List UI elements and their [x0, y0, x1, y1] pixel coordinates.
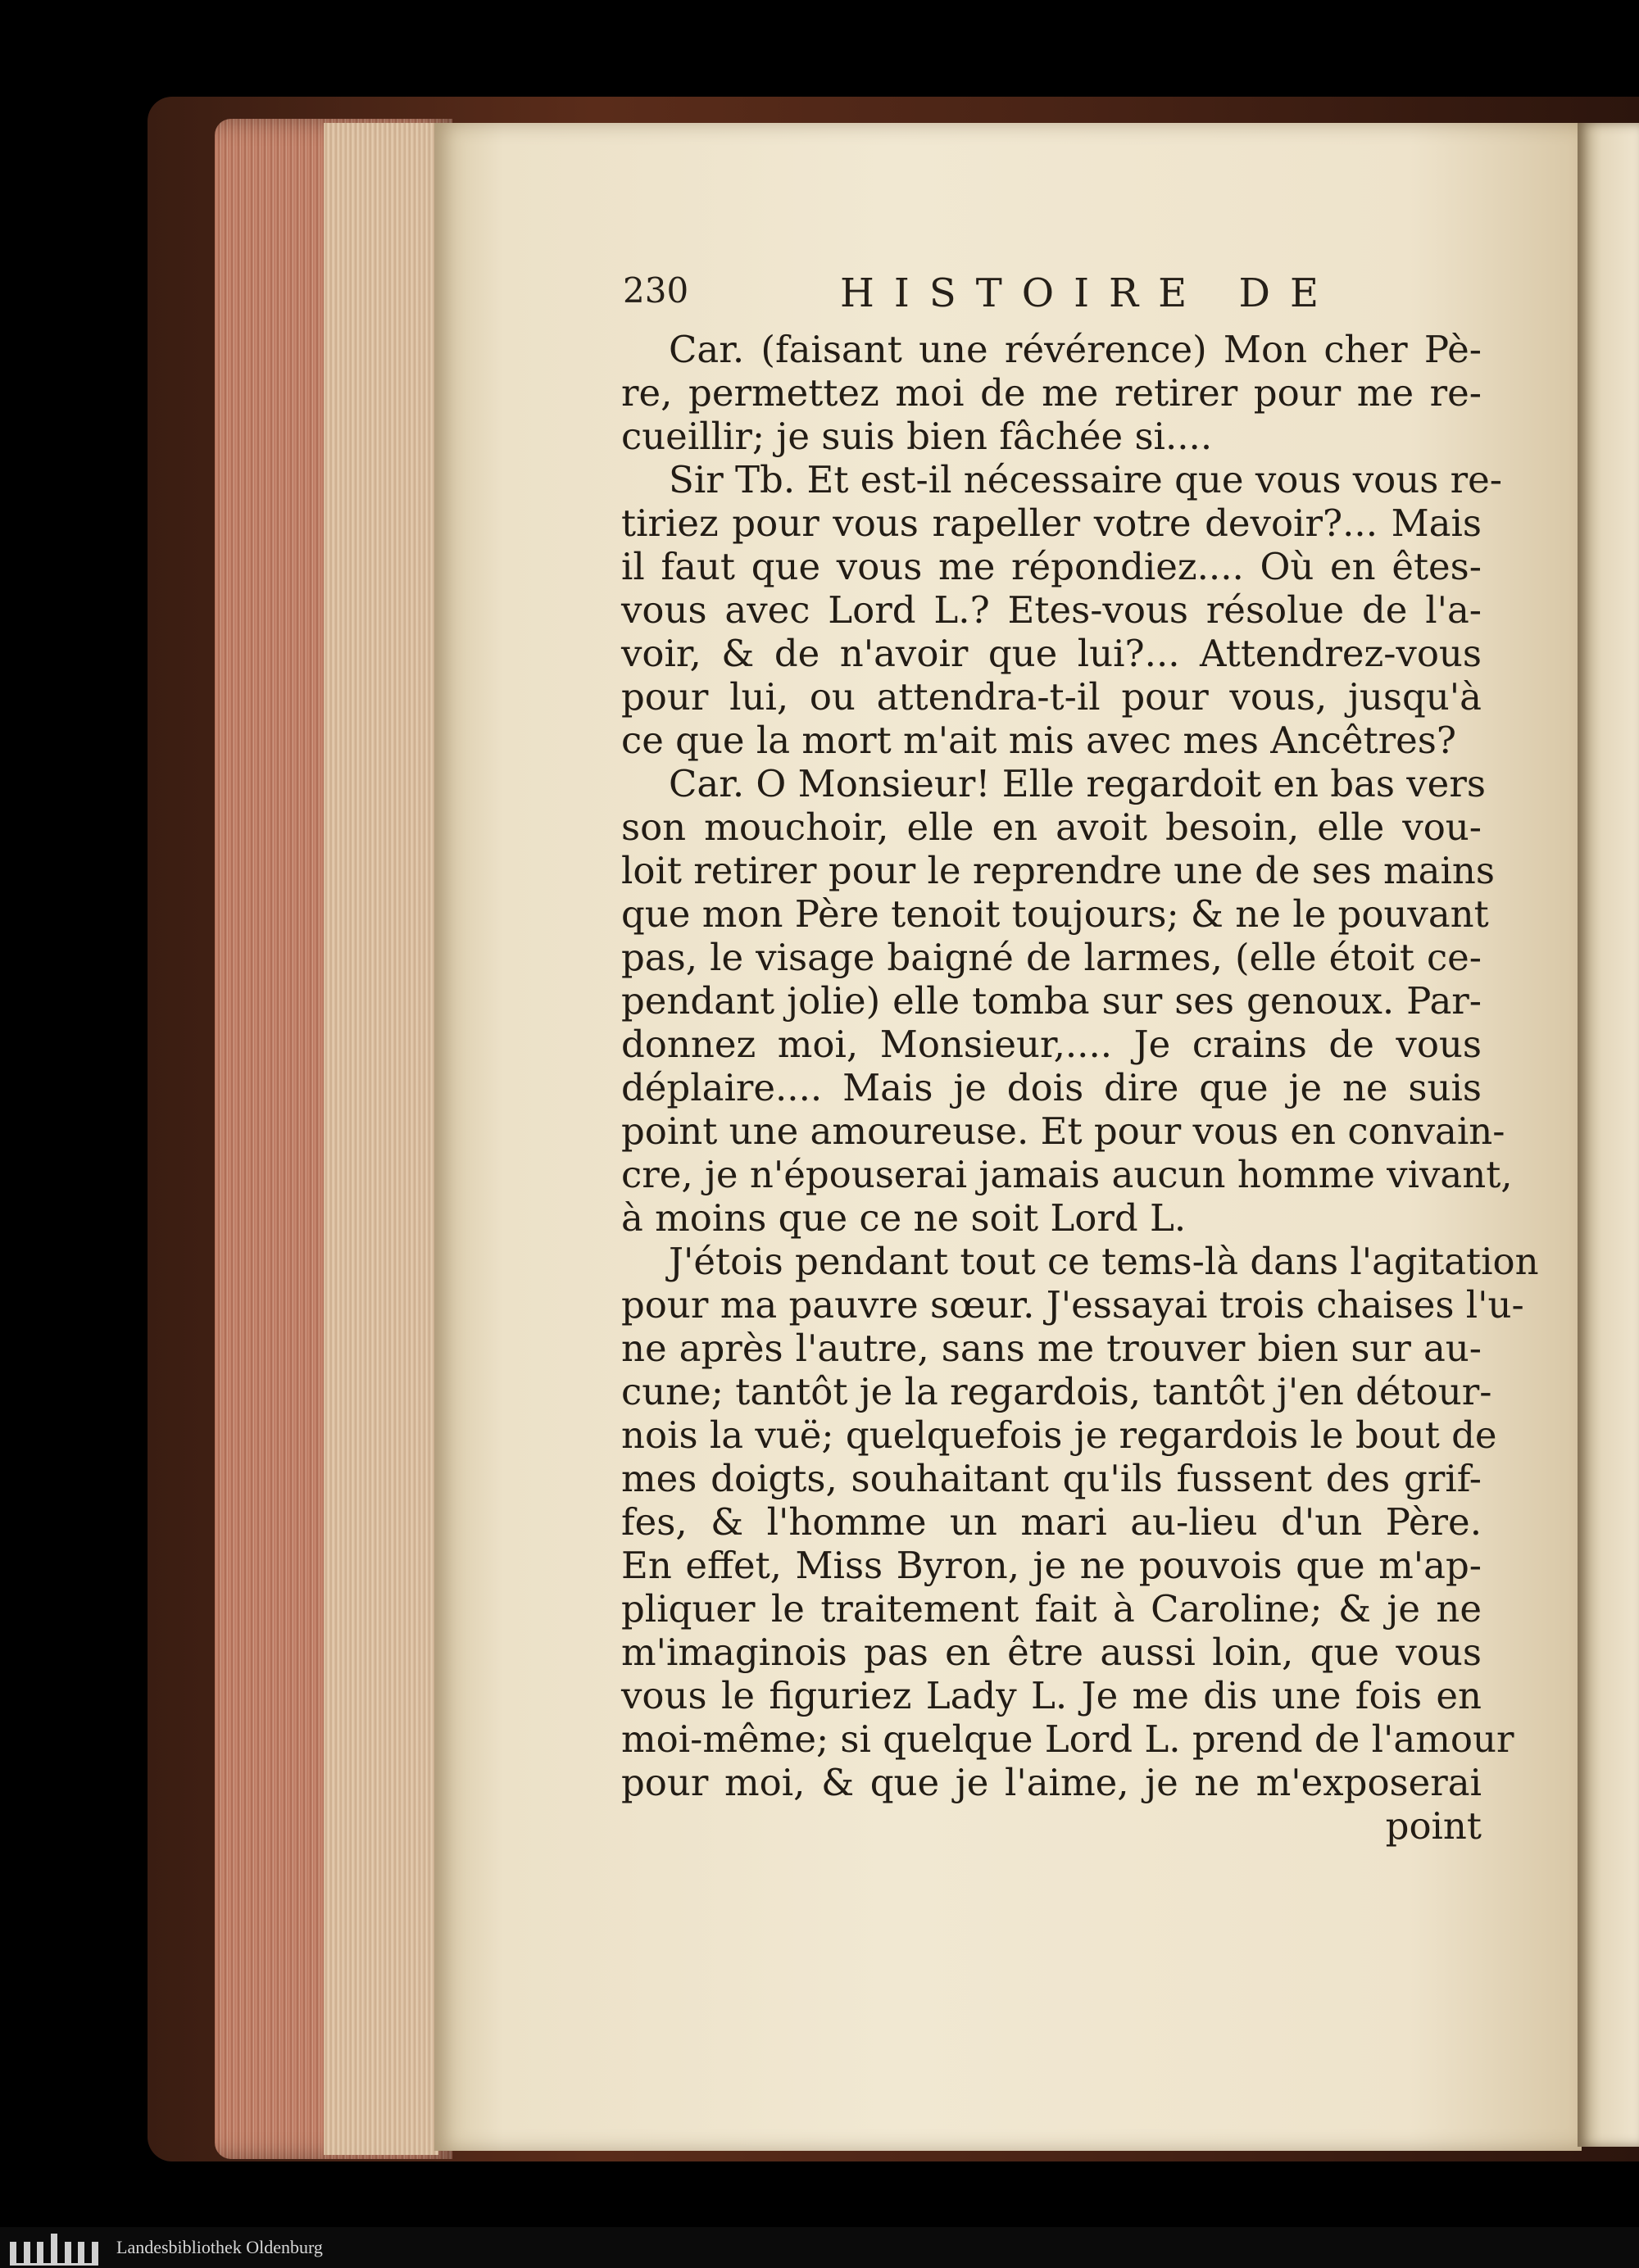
text-line: cueillir; je suis bien fâchée si....: [621, 415, 1213, 458]
text-line: J'étois pendant tout ce tems-là dans l'agitation: [669, 1240, 1539, 1283]
text-line: point une amoureuse. Et pour vous en convain-: [621, 1109, 1505, 1153]
text-line: pas, le visage baigné de larmes, (elle étoit ce-: [621, 936, 1482, 979]
text-line: loit retirer pour le reprendre une de ses mains: [621, 849, 1495, 892]
text-line: cre, je n'épouserai jamais aucun homme vivant,: [621, 1153, 1513, 1196]
page-edges-inner: [324, 123, 438, 2155]
footer-bar: [0, 2227, 1639, 2268]
text-line: pendant jolie) elle tomba sur ses genoux. Par-: [621, 979, 1482, 1023]
text-line: déplaire.... Mais je dois dire que je ne suis: [621, 1066, 1482, 1109]
text-line: pliquer le traitement fait à Caroline; & je ne: [621, 1587, 1482, 1631]
text-line: son mouchoir, elle en avoit besoin, elle vou-: [621, 805, 1482, 849]
page-text: [621, 328, 1539, 1848]
text-line: En effet, Miss Byron, je ne pouvois que m'ap-: [621, 1544, 1482, 1587]
text-line: ne après l'autre, sans me trouver bien sur au-: [621, 1327, 1482, 1370]
text-line: mes doigts, souhaitant qu'ils fussent des grif-: [621, 1457, 1482, 1500]
text-line: re, permettez moi de me retirer pour me re-: [621, 371, 1482, 415]
text-line: nois la vuë; quelquefois je regardois le bout de: [621, 1413, 1497, 1457]
text-line: tiriez pour vous rapeller votre devoir?... Mais: [621, 501, 1482, 545]
text-line: pour ma pauvre sœur. J'essayai trois chaises l'u-: [621, 1283, 1524, 1327]
text-line: voir, & de n'avoir que lui?... Attendrez-vous: [621, 632, 1482, 675]
page-number: 230: [623, 270, 689, 311]
text-line: pour moi, & que je l'aime, je ne m'exposerai: [621, 1761, 1482, 1804]
library-name: Landesbibliothek Oldenburg: [116, 2237, 323, 2257]
text-line: fes, & l'homme un mari au-lieu d'un Père.: [621, 1500, 1482, 1544]
running-title: HISTOIRE DE: [840, 270, 1338, 316]
text-line: cune; tantôt je la regardois, tantôt j'en détour-: [621, 1370, 1492, 1413]
text-line: Car. (faisant une révérence) Mon cher Pè-: [669, 328, 1482, 371]
text-line: moi-même; si quelque Lord L. prend de l'amour: [621, 1717, 1514, 1761]
facing-page: [1578, 123, 1639, 2147]
text-line: à moins que ce ne soit Lord L.: [621, 1196, 1187, 1240]
text-line: pour lui, ou attendra-t-il pour vous, jusqu'à: [621, 675, 1482, 719]
text-line: m'imaginois pas en être aussi loin, que vous: [621, 1631, 1482, 1674]
page-header: [623, 270, 1475, 328]
text-line: ce que la mort m'ait mis avec mes Ancêtres?: [621, 719, 1457, 762]
library-logo-icon: [10, 2230, 98, 2266]
text-line: Car. O Monsieur! Elle regardoit en bas vers: [669, 762, 1486, 805]
catchword: point: [1385, 1804, 1482, 1848]
text-line: que mon Père tenoit toujours; & ne le pouvant: [621, 892, 1489, 936]
text-line: vous le figuriez Lady L. Je me dis une fois en: [621, 1674, 1482, 1717]
text-line: il faut que vous me répondiez.... Où en êtes-: [621, 545, 1482, 588]
text-line: Sir Tb. Et est-il nécessaire que vous vous re-: [669, 458, 1502, 501]
text-line: vous avec Lord L.? Etes-vous résolue de l'a-: [621, 588, 1482, 632]
text-line: donnez moi, Monsieur,.... Je crains de vous: [621, 1023, 1482, 1066]
